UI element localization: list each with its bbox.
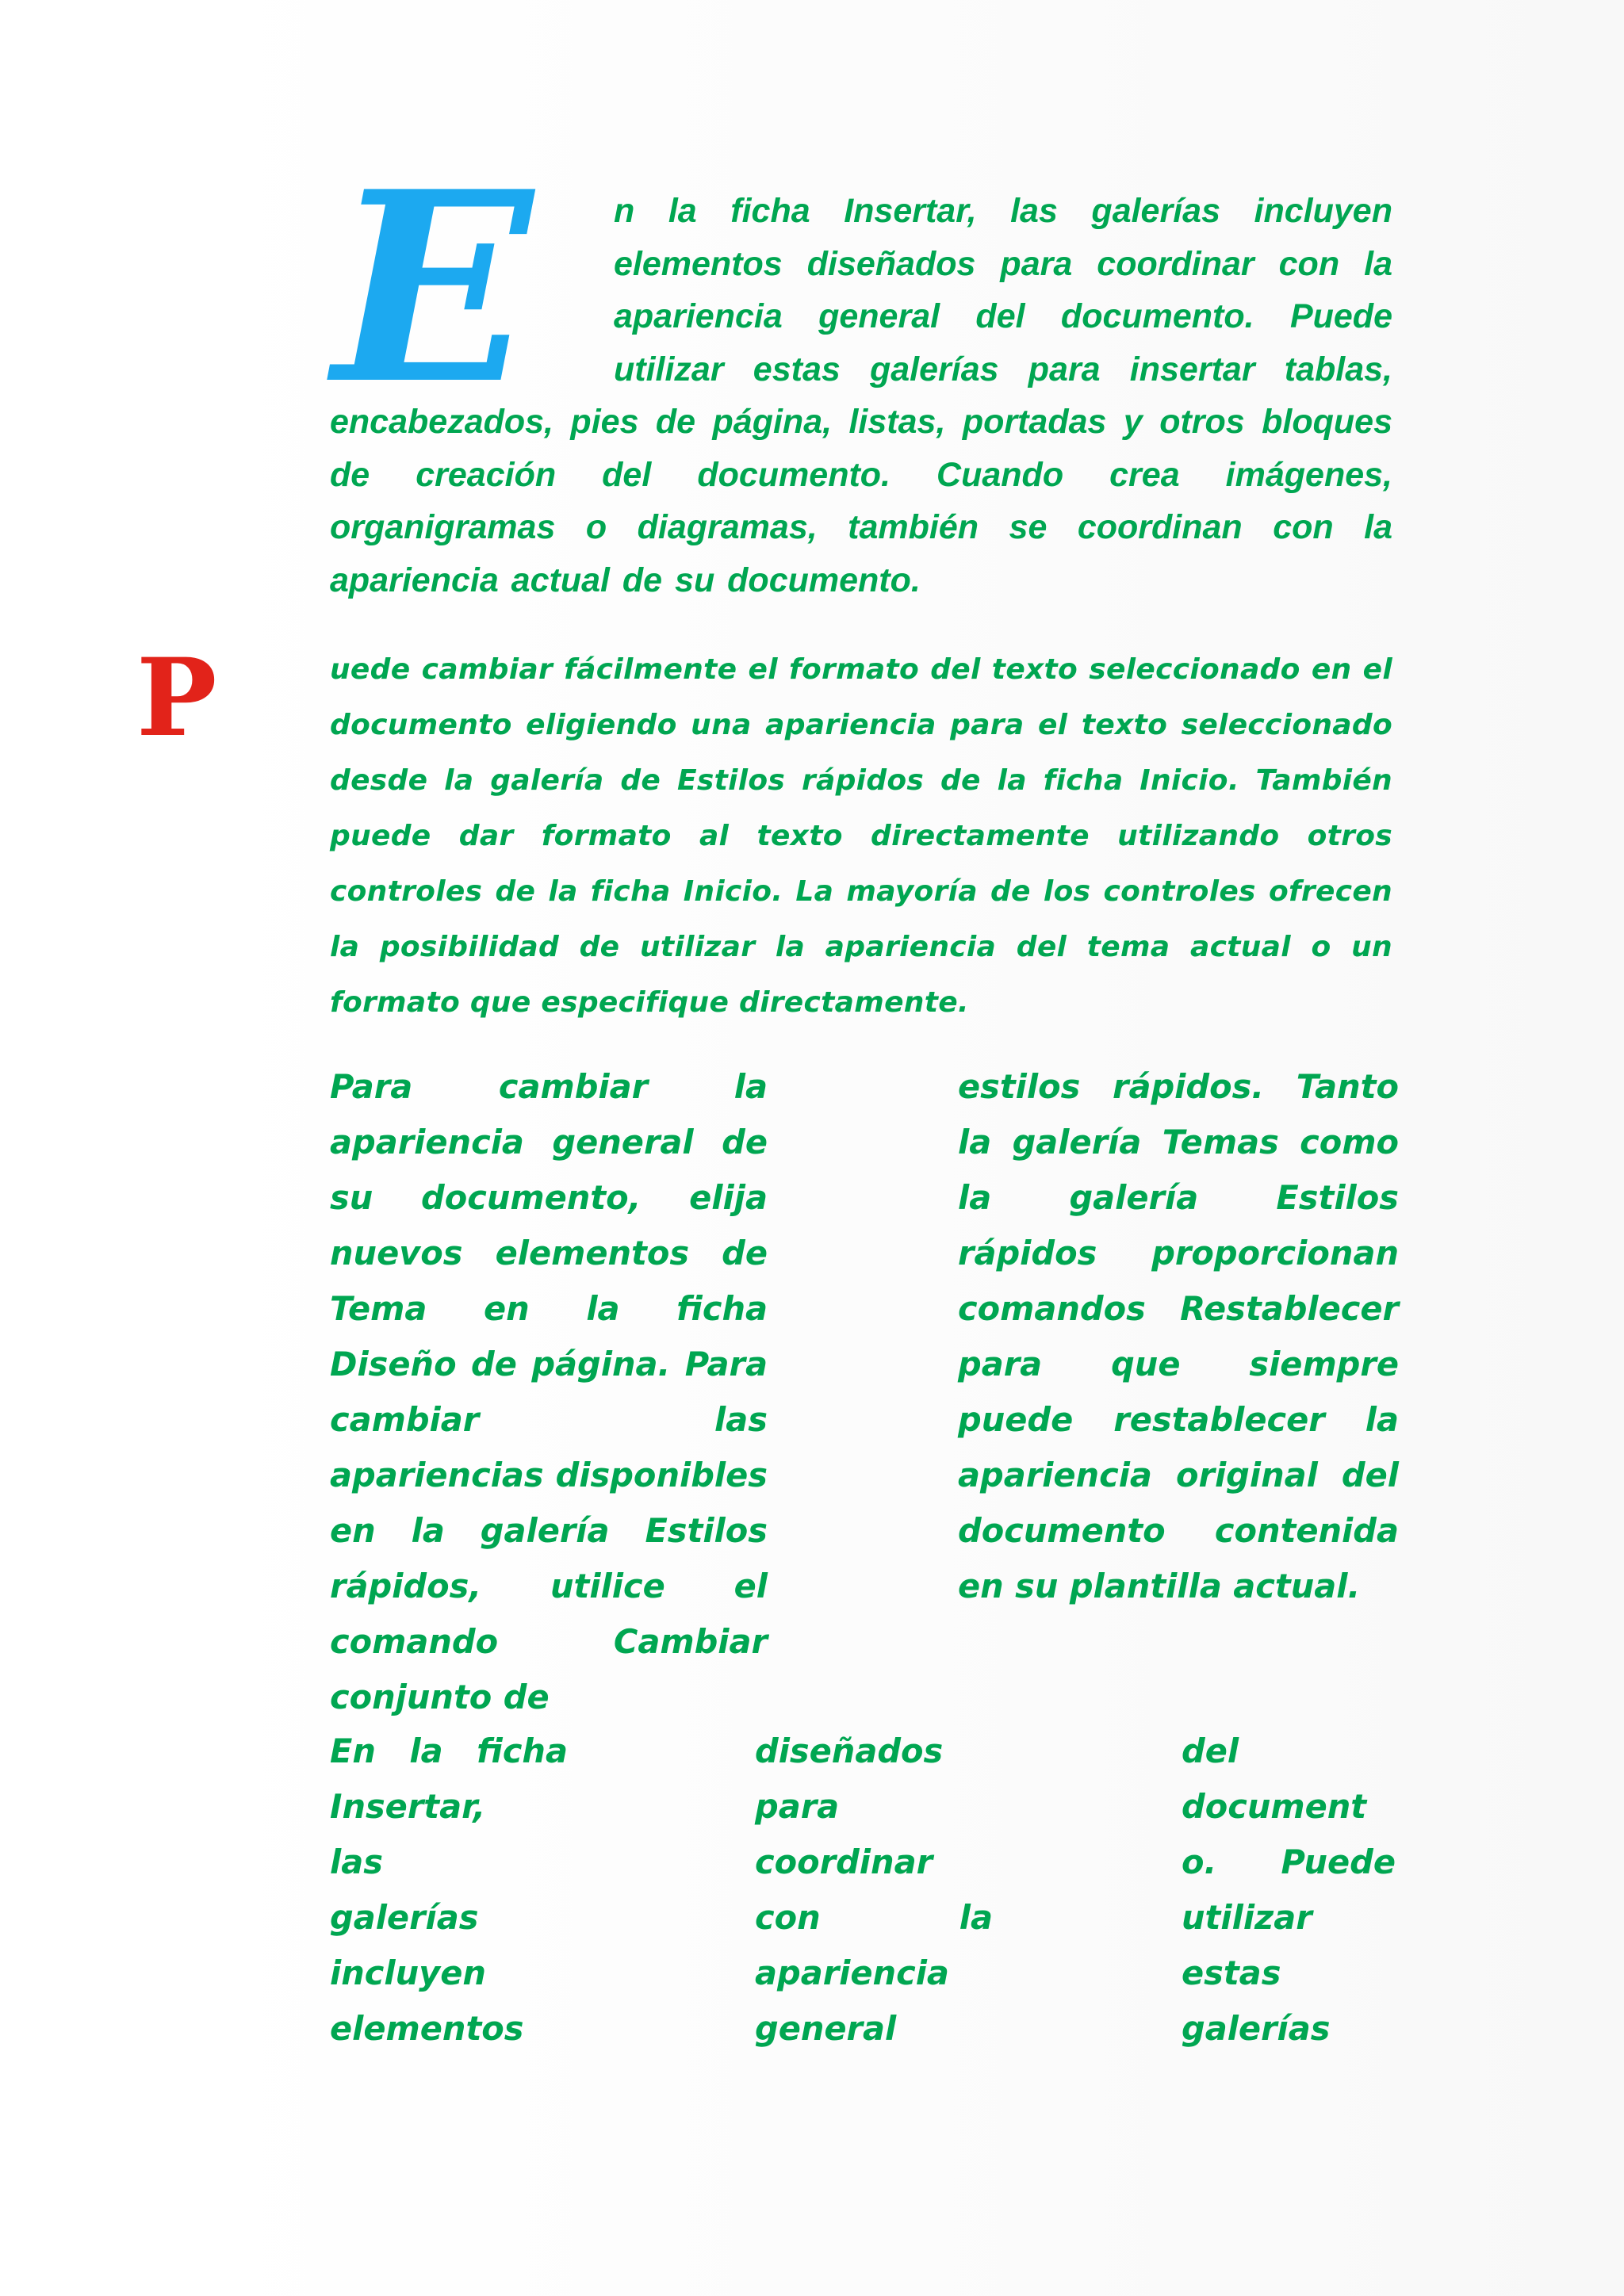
column-word: elementos <box>330 2009 524 2048</box>
column-word: galerías <box>330 1898 479 1937</box>
paragraph-1 <box>330 185 1392 607</box>
column-line <box>1182 1779 1396 1835</box>
column-line <box>755 1835 993 1890</box>
column-word: para <box>755 1787 840 1826</box>
column-line <box>1182 2001 1396 2057</box>
column-line <box>755 1724 993 1779</box>
column-word: Puede <box>1281 1843 1396 1881</box>
column-word: utilizar <box>1182 1898 1312 1937</box>
column-line <box>1182 1835 1396 1890</box>
column-line <box>755 2001 993 2057</box>
drop-cap-space <box>330 185 614 396</box>
column-word: del <box>1182 1732 1239 1770</box>
column-word: la <box>409 1732 443 1770</box>
column-word: las <box>330 1843 383 1881</box>
column-word: general <box>755 2009 897 2048</box>
three-column-3 <box>1182 1724 1396 2057</box>
column-line <box>330 1835 568 1890</box>
drop-cap-e: E <box>333 134 533 442</box>
column-word: con <box>755 1898 821 1937</box>
column-line <box>330 1946 568 2001</box>
paragraph-1-text: n la ficha Insertar, las galerías incluyen elementos diseñados para coordinar con la apariencia general del documento. Puede utilizar estas galerías para insertar tablas, encabezados, pies de página, listas, portadas y otros bloques de creación del documento. Cuando crea imágenes, organigramas o diagramas, también se coordinan con la apariencia actual de su documento. <box>330 192 1392 599</box>
three-column-2 <box>755 1724 993 2057</box>
column-word: apariencia <box>755 1954 949 1992</box>
column-line <box>330 1724 568 1779</box>
column-word: coordinar <box>755 1843 933 1881</box>
column-word: la <box>959 1898 993 1937</box>
column-word: Insertar, <box>330 1787 486 1826</box>
column-word: diseñados <box>755 1732 944 1770</box>
two-column-left: Para cambiar la apariencia general de su documento, elija nuevos elementos de Tema en la ficha Diseño de página. Para cambiar las apariencias disponibles en la galería Estilos rápidos, utilice el comando Cambiar conjunto de <box>330 1067 768 1716</box>
column-line <box>330 2001 568 2057</box>
column-word: incluyen <box>330 1954 486 1992</box>
column-line <box>755 1779 993 1835</box>
column-line <box>1182 1724 1396 1779</box>
column-word: o. <box>1182 1843 1217 1881</box>
three-column-1 <box>330 1724 568 2057</box>
two-column-right: estilos rápidos. Tanto la galería Temas como la galería Estilos rápidos proporcionan comandos Restablecer para que siempre puede restablecer la apariencia original del documento contenida en su plantilla actual. <box>958 1067 1399 1605</box>
column-word: En <box>330 1732 376 1770</box>
column-line <box>1182 1890 1396 1946</box>
drop-cap-p: P <box>136 634 217 760</box>
column-word: galerías <box>1182 2009 1331 2048</box>
column-line <box>755 1890 993 1946</box>
column-line <box>755 1946 993 2001</box>
column-word: estas <box>1182 1954 1281 1992</box>
column-line <box>330 1890 568 1946</box>
paragraph-2: uede cambiar fácilmente el formato del texto seleccionado en el documento eligiendo una apariencia para el texto seleccionado desde la galería de Estilos rápidos de la ficha Inicio. También puede dar formato al texto directamente utilizando otros controles de la ficha Inicio. La mayoría de los controles ofrecen la posibilidad de utilizar la apariencia del tema actual o un formato que especifique directamente. <box>330 653 1392 1019</box>
column-line <box>1182 1946 1396 2001</box>
column-line <box>330 1779 568 1835</box>
column-word: document <box>1182 1787 1367 1826</box>
column-word: ficha <box>477 1732 568 1770</box>
